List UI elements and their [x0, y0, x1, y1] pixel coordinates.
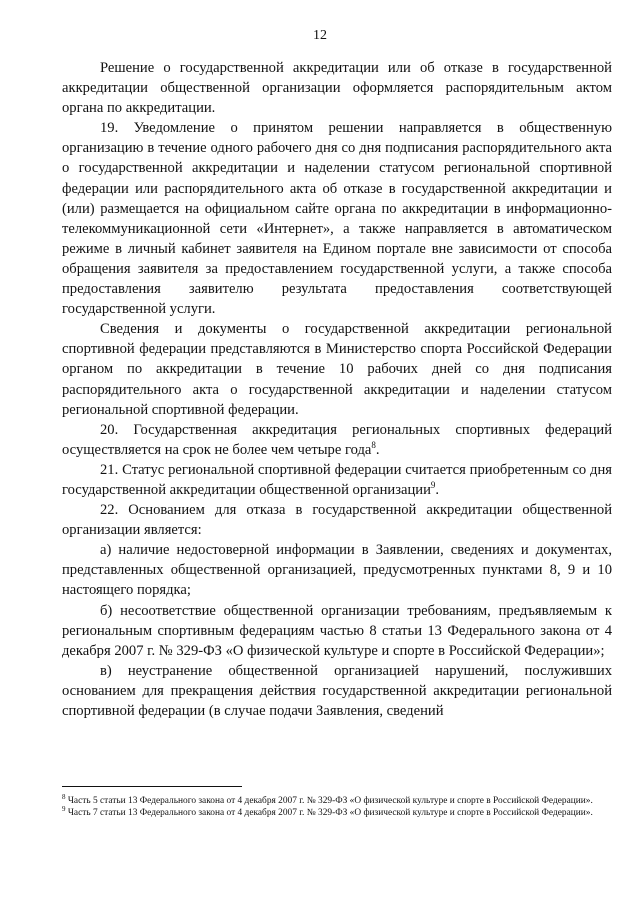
footnote-9 — [62, 807, 612, 819]
document-body — [62, 58, 612, 721]
paragraph-21-text: 21. Статус региональной спортивной федерации считается приобретенным со дня государственной аккредитации общественной организации — [62, 461, 612, 498]
list-item-v: в) неустранение общественной организацией нарушений, послуживших основанием для прекращения действия государственной аккредитации региональной спортивной федерации (в случае подачи Заявления, сведений — [62, 662, 612, 719]
paragraph-decision: Решение о государственной аккредитации или об отказе в государственной аккредитации общественной организации оформляется распорядительным актом органа по аккредитации. — [62, 60, 612, 117]
page-number: 12 — [313, 28, 327, 43]
paragraph-21-end: . — [435, 481, 440, 498]
paragraph-20 — [62, 420, 612, 460]
footnote-ref-8: 8 — [371, 439, 376, 450]
footnote-ref-9: 9 — [430, 480, 436, 491]
footnote-marker: 9 — [62, 805, 66, 814]
footnote-marker: 8 — [62, 792, 66, 801]
list-item-a: а) наличие недостоверной информации в Заявлении, сведениях и документах, представленных общественной организацией, предусмотренных пунктами 8, 9 и 10 настоящего порядка; — [62, 542, 612, 599]
paragraph-20-text: 20. Государственная аккредитация региональных спортивных федераций осуществляется на срок не более чем четыре года — [62, 421, 612, 458]
paragraph-information: Сведения и документы о государственной аккредитации региональной спортивной федерации представляются в Министерство спорта Российской Федерации органом по аккредитации в течение 10 рабочих дней со дня подписания распорядительного акта о государственной аккредитации и наделении статусом региональной спортивной федерации. — [62, 321, 612, 418]
footnote-text: Часть 7 статьи 13 Федерального закона от 4 декабря 2007 г. № 329-ФЗ «О физической культуре и спорте в Российской Федерации». — [67, 808, 593, 819]
paragraph-19: 19. Уведомление о принятом решении направляется в общественную организацию в течение одного рабочего дня со дня подписания распорядительного акта о государственной аккредитации и наделении статусом региональной спортивной федерации или распорядительного акта об отказе в государственной аккредитации и (или) размещается на официальном сайте органа по аккредитации в информационно-телекоммуникационной сети «Интернет», а также направляется в автоматическом режиме в личный кабинет заявителя на Едином портале вне зависимости от способа обращения заявителя за предоставлением государственной услуги, а также способа предоставления заявителю результата предоставления соответствующей государственной услуги. — [62, 120, 612, 318]
footnote-8 — [62, 792, 612, 807]
paragraph-21 — [62, 460, 612, 500]
paragraph-20-end: . — [375, 441, 380, 458]
footnote-text: Часть 5 статьи 13 Федерального закона от 4 декабря 2007 г. № 329-ФЗ «О физической культуре и спорте в Российской Федерации». — [67, 796, 593, 806]
paragraph-22: 22. Основанием для отказа в государственной аккредитации общественной организации является: — [62, 502, 612, 539]
footnotes — [62, 792, 612, 820]
footnote-divider — [62, 786, 242, 787]
list-item-b: б) несоответствие общественной организации требованиям, предъявляемым к региональным спортивным федерациям частью 8 статьи 13 Федерального закона от 4 декабря 2007 г. № 329-ФЗ «О физической культуре и спорте в Российской Федерации»; — [62, 602, 612, 659]
